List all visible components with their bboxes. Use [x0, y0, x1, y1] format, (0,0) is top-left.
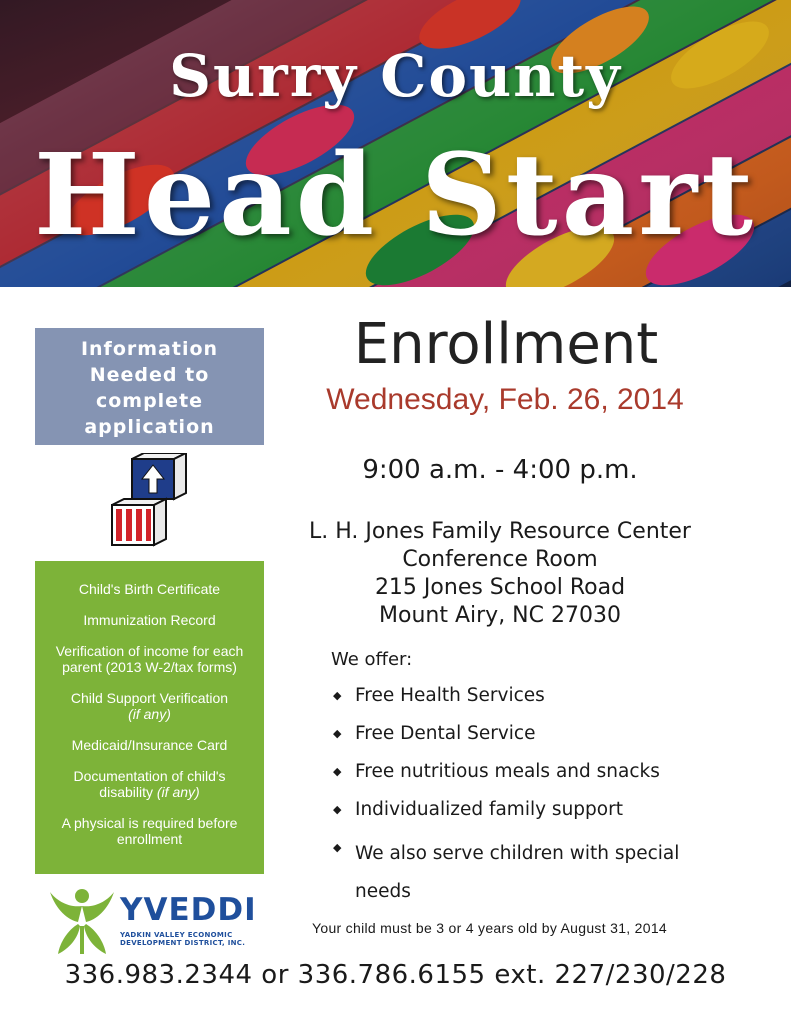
- header-banner: [0, 0, 791, 287]
- requirement-item: [47, 581, 252, 597]
- toy-blocks-icon: [104, 453, 194, 553]
- offer-text: Free nutritious meals and snacks: [355, 761, 660, 782]
- info-line: Information: [80, 338, 219, 360]
- age-requirement-note: Your child must be 3 or 4 years old by August 31, 2014: [312, 920, 668, 936]
- diamond-bullet-icon: ◆: [333, 803, 342, 816]
- address-line: 215 Jones School Road: [374, 575, 626, 600]
- offer-text: Individualized family support: [355, 799, 623, 820]
- requirement-text: Medicaid/Insurance Card: [71, 737, 228, 753]
- requirement-note: (if any): [156, 784, 200, 800]
- requirement-text: Documentation of child's disability: [73, 768, 226, 800]
- requirement-text: Immunization Record: [83, 612, 216, 628]
- offer-item: [333, 835, 763, 911]
- diamond-bullet-icon: ◆: [333, 689, 342, 702]
- address-line: L. H. Jones Family Resource Center: [309, 519, 691, 544]
- offer-text: We also serve children with special needs: [355, 843, 680, 902]
- program-title: Head Start: [34, 130, 757, 261]
- event-hours: 9:00 a.m. - 4:00 p.m.: [362, 455, 638, 485]
- requirement-item: [47, 737, 252, 753]
- requirement-item: [47, 643, 252, 675]
- address-line: Conference Room: [402, 547, 598, 572]
- event-date: Wednesday, Feb. 26, 2014: [326, 383, 684, 416]
- requirement-text: Verification of income for each parent (2013 W-2/tax forms): [55, 643, 244, 675]
- person-leaves-icon: [48, 886, 118, 956]
- diamond-bullet-icon: ◆: [333, 765, 342, 778]
- address-line: Mount Airy, NC 27030: [379, 603, 621, 628]
- info-needed-box: [35, 328, 264, 445]
- offer-text: Free Dental Service: [355, 723, 536, 744]
- info-line: complete: [95, 390, 204, 412]
- offer-text: Free Health Services: [355, 685, 545, 706]
- logo-subtitle: YADKIN VALLEY ECONOMIC DEVELOPMENT DISTRICT, INC.: [120, 931, 246, 947]
- info-line: application: [84, 416, 215, 438]
- offer-item: [333, 759, 763, 785]
- info-line: Needed to: [89, 364, 210, 386]
- diamond-bullet-icon: ◆: [333, 841, 342, 854]
- requirements-box: [35, 561, 264, 874]
- logo-name: YVEDDI: [120, 892, 257, 928]
- requirement-note: (if any): [128, 706, 171, 722]
- requirement-item: [47, 690, 252, 722]
- offers-heading: We offer:: [331, 649, 413, 670]
- enrollment-title: Enrollment: [353, 312, 659, 377]
- offers-list: [333, 683, 763, 923]
- offer-item: [333, 721, 763, 747]
- requirement-text: Child's Birth Certificate: [78, 581, 221, 597]
- offer-item: [333, 683, 763, 709]
- diamond-bullet-icon: ◆: [333, 727, 342, 740]
- requirement-text: A physical is required before enrollment: [61, 815, 238, 847]
- offer-item: [333, 797, 763, 823]
- contact-phone: 336.983.2344 or 336.786.6155 ext. 227/230/228: [64, 960, 727, 990]
- requirement-text: Child Support Verification: [70, 690, 229, 706]
- event-address: [290, 518, 710, 630]
- requirement-item: [47, 612, 252, 628]
- requirement-item: [47, 768, 252, 800]
- yveddi-logo: [48, 886, 257, 956]
- county-title: Surry County: [169, 42, 622, 110]
- requirement-item: [47, 815, 252, 847]
